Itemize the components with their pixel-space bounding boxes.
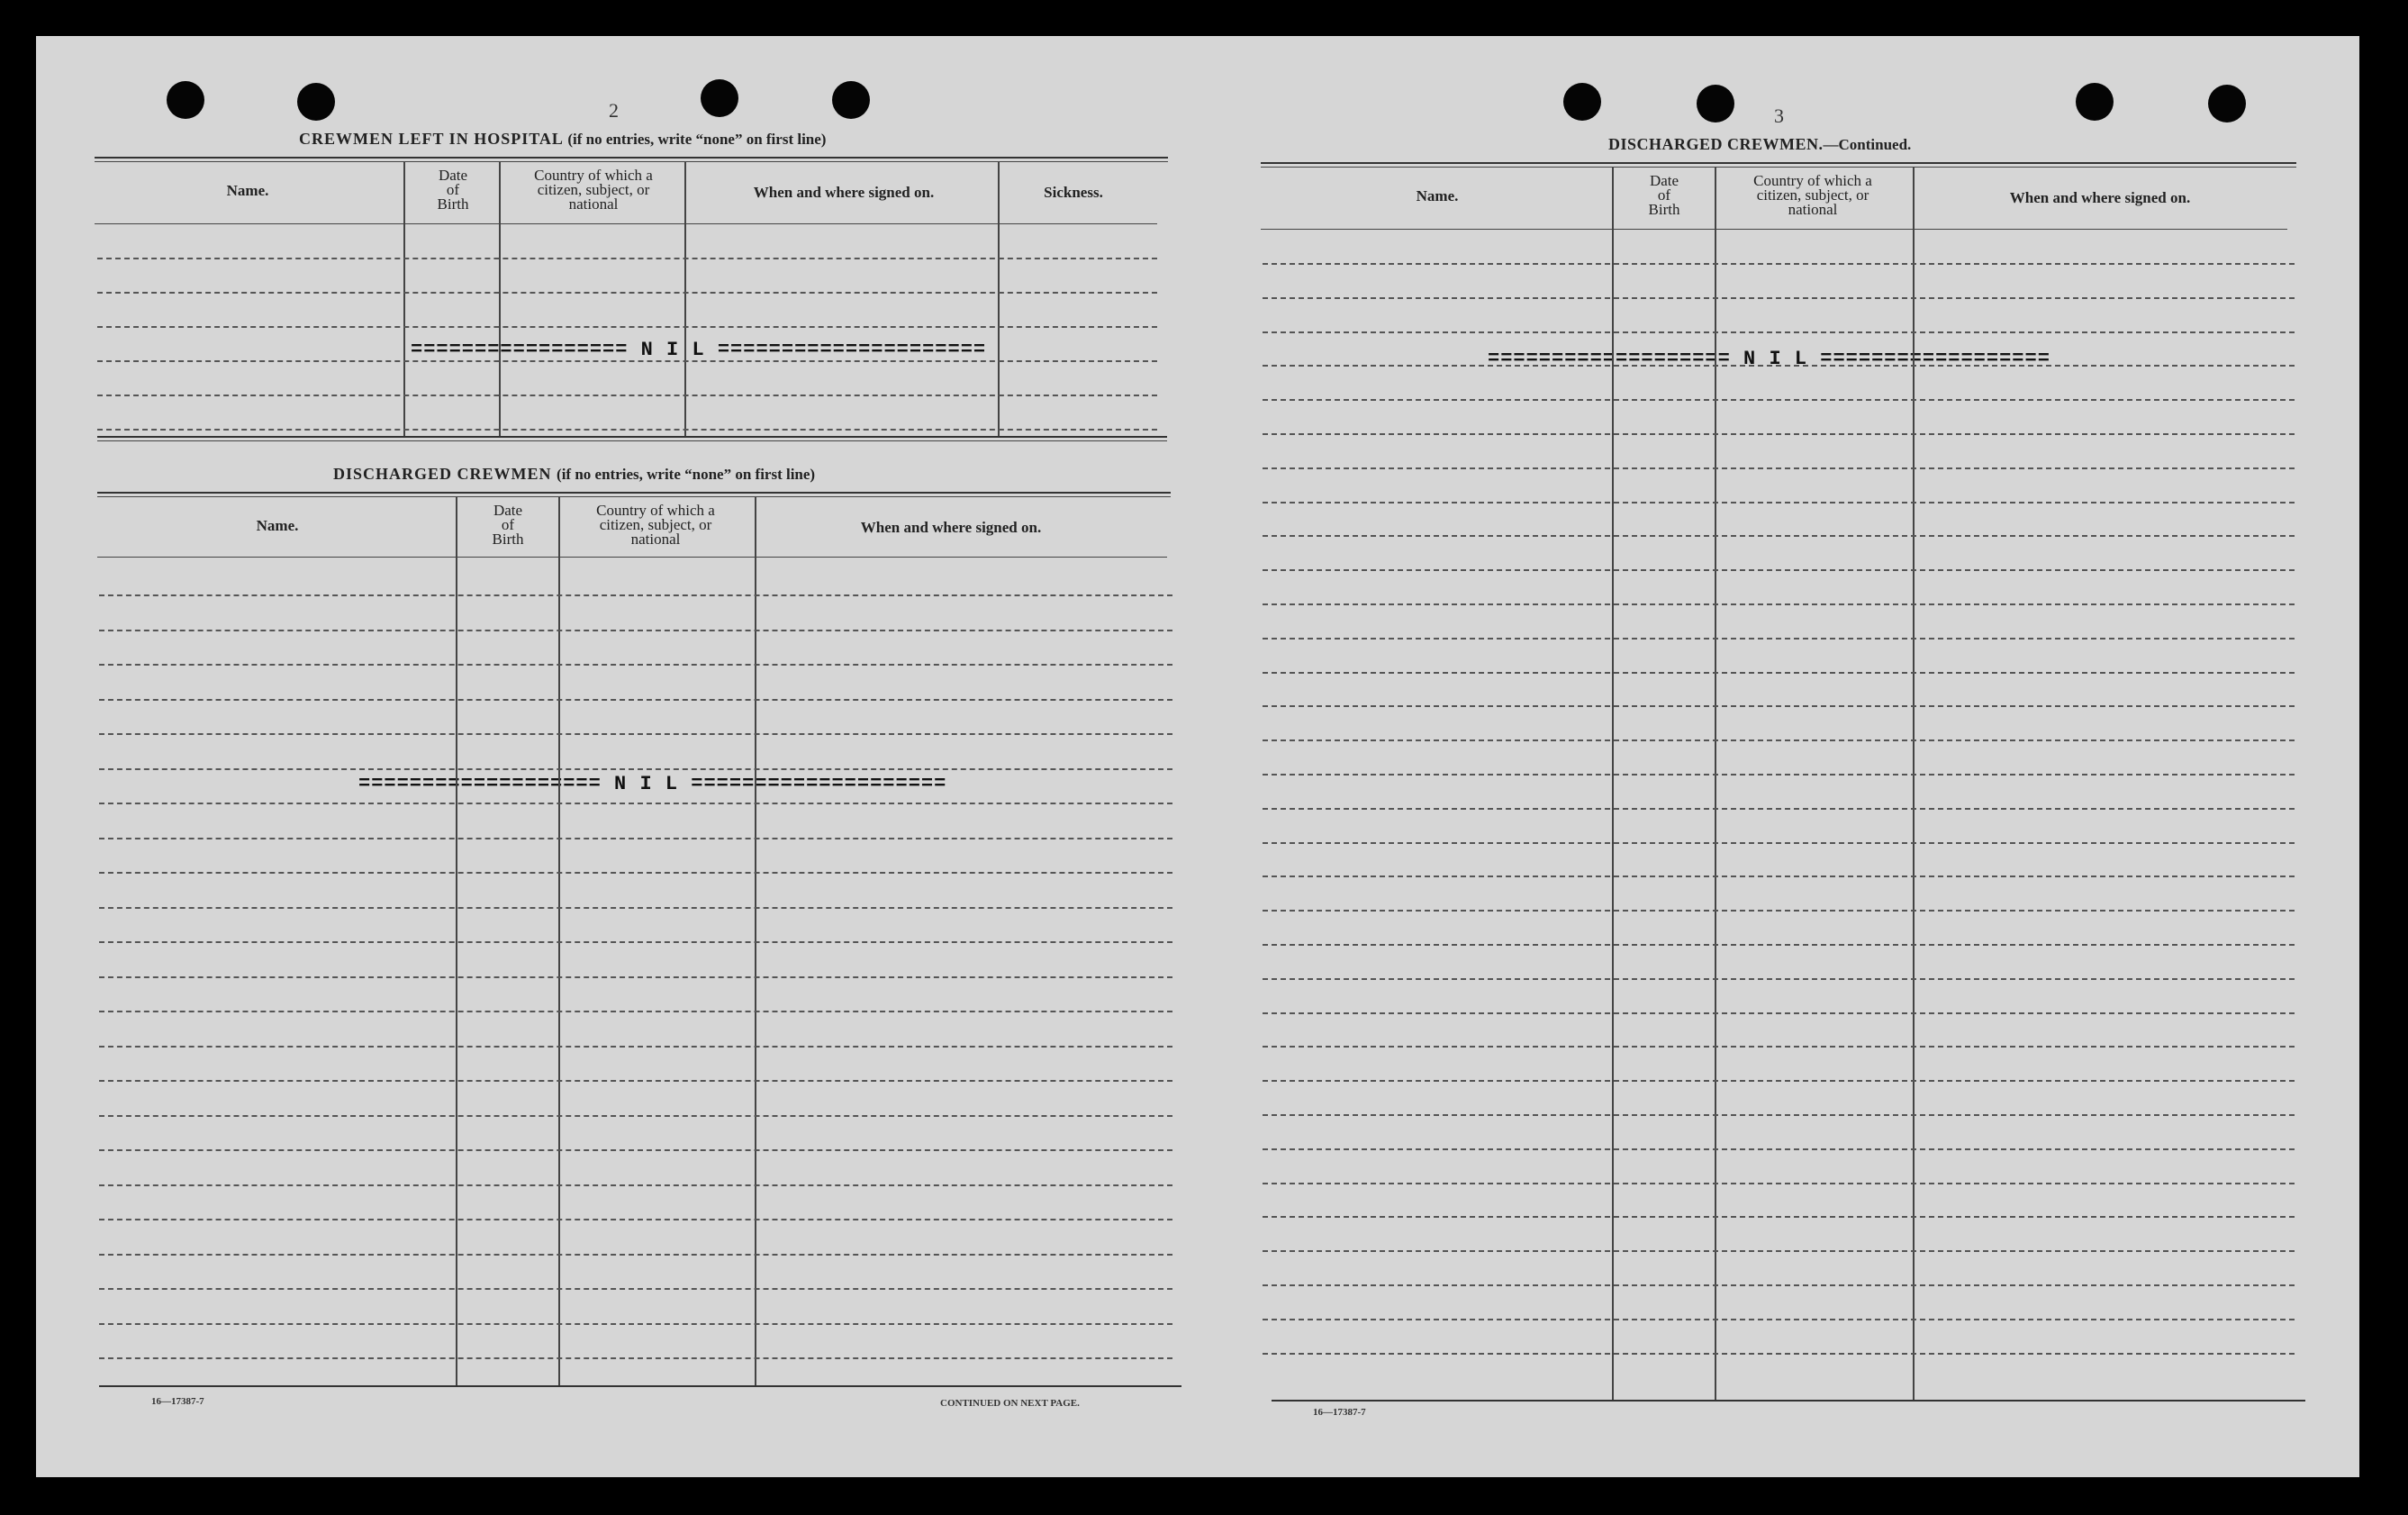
discharged-entry-line — [99, 1115, 1172, 1117]
hospital-section-title — [299, 130, 826, 149]
right-entry-line — [1263, 1183, 2295, 1184]
discharged-title-note: (if no entries, write “none” on first line) — [557, 466, 816, 483]
right-entry-line — [1263, 842, 2295, 844]
punch-hole — [2208, 85, 2246, 122]
discharged-top-rule — [97, 492, 1171, 494]
discharged-entry-line — [99, 733, 1172, 735]
discharged-entry-line — [99, 1288, 1172, 1290]
right-title-text: DISCHARGED CREWMEN. — [1608, 135, 1824, 153]
discharged-entry-line — [99, 1011, 1172, 1012]
right-column-divider — [1715, 168, 1716, 1400]
hospital-top-rule — [95, 157, 1168, 159]
right-entry-line — [1263, 433, 2295, 435]
discharged-entry-line — [99, 594, 1172, 596]
right-entry-line — [1263, 365, 2295, 367]
discharged-col-signed-on: When and where signed on. — [860, 519, 1042, 536]
right-entry-line — [1263, 1080, 2295, 1082]
discharged-entry-line — [99, 941, 1172, 943]
discharged-entry-line — [99, 1323, 1172, 1325]
punch-hole — [1563, 83, 1601, 121]
discharged-entry-line — [99, 838, 1172, 839]
discharged-entry-line — [99, 1219, 1172, 1220]
right-entry-line — [1263, 910, 2295, 912]
right-entry-line — [1263, 944, 2295, 946]
discharged-title-text: DISCHARGED CREWMEN — [333, 465, 552, 483]
hospital-col-name: Name. — [226, 182, 269, 199]
right-header-rule — [1261, 229, 2287, 230]
punch-hole — [2076, 83, 2114, 121]
right-entry-line — [1263, 672, 2295, 674]
right-col-name: Name. — [1416, 187, 1459, 204]
discharged-entry-line — [99, 1149, 1172, 1151]
right-entry-line — [1263, 603, 2295, 605]
right-bottom-rule — [1272, 1400, 2305, 1402]
continued-note: CONTINUED ON NEXT PAGE. — [940, 1398, 1080, 1409]
discharged-entry-line — [99, 1184, 1172, 1186]
right-form-number: 16—17387-7 — [1313, 1407, 1366, 1418]
right-entry-line — [1263, 875, 2295, 877]
right-top-rule — [1261, 162, 2296, 164]
hospital-top-rule-2 — [95, 161, 1168, 162]
right-entry-line — [1263, 1114, 2295, 1116]
discharged-col-dob: Date of Birth — [492, 502, 524, 548]
hospital-entry-line — [97, 326, 1157, 328]
punch-hole — [1697, 85, 1734, 122]
hospital-entry-line — [97, 258, 1157, 259]
discharged-entry-line — [99, 1254, 1172, 1256]
right-top-rule-2 — [1261, 167, 2296, 168]
hospital-entry-line — [97, 429, 1157, 431]
right-entry-line — [1263, 1284, 2295, 1286]
right-entry-line — [1263, 1353, 2295, 1355]
page-number-right: 3 — [1774, 104, 1784, 127]
hospital-bottom-rule — [97, 436, 1167, 438]
hospital-title-text: CREWMEN LEFT IN HOSPITAL — [299, 130, 563, 148]
hospital-entry-line — [97, 360, 1157, 362]
right-entry-line — [1263, 774, 2295, 776]
punch-hole — [701, 79, 738, 117]
hospital-bottom-rule-2 — [97, 440, 1167, 441]
hospital-nil-entry: ================= N I L ===================== — [411, 339, 987, 361]
right-nil-entry: =================== N I L ================== — [1488, 348, 2050, 370]
punch-hole — [832, 81, 870, 119]
discharged-section-title — [333, 465, 815, 484]
right-column-divider — [1612, 168, 1614, 1400]
right-entry-line — [1263, 1012, 2295, 1014]
discharged-col-name: Name. — [256, 517, 299, 534]
discharged-entry-line — [99, 630, 1172, 631]
discharged-entry-line — [99, 872, 1172, 874]
right-entry-line — [1263, 705, 2295, 707]
right-entry-line — [1263, 808, 2295, 810]
discharged-header-rule — [97, 557, 1167, 558]
discharged-bottom-rule — [99, 1385, 1181, 1387]
discharged-entry-line — [99, 768, 1172, 770]
right-column-divider — [1913, 168, 1915, 1400]
right-section-title — [1608, 135, 1911, 154]
punch-hole — [167, 81, 204, 119]
hospital-entry-line — [97, 395, 1157, 396]
punch-hole — [297, 83, 335, 121]
discharged-entry-line — [99, 1080, 1172, 1082]
document-sheet — [36, 36, 2359, 1477]
discharged-entry-line — [99, 907, 1172, 909]
right-entry-line — [1263, 399, 2295, 401]
discharged-entry-line — [99, 1046, 1172, 1048]
right-entry-line — [1263, 569, 2295, 571]
right-entry-line — [1263, 1319, 2295, 1320]
hospital-col-country: Country of which a citizen, subject, or national — [534, 167, 653, 213]
right-entry-line — [1263, 978, 2295, 980]
right-col-country: Country of which a citizen, subject, or national — [1753, 172, 1872, 218]
right-entry-line — [1263, 297, 2295, 299]
right-entry-line — [1263, 1046, 2295, 1048]
hospital-col-dob: Date of Birth — [437, 167, 469, 213]
hospital-col-sickness: Sickness. — [1044, 184, 1103, 201]
right-entry-line — [1263, 739, 2295, 741]
right-entry-line — [1263, 1216, 2295, 1218]
hospital-entry-line — [97, 292, 1157, 294]
discharged-col-country: Country of which a citizen, subject, or national — [596, 502, 715, 548]
discharged-top-rule-2 — [97, 496, 1171, 497]
hospital-title-note: (if no entries, write “none” on first line) — [567, 131, 827, 148]
right-entry-line — [1263, 1148, 2295, 1150]
left-form-number: 16—17387-7 — [151, 1396, 204, 1407]
page-number-left: 2 — [609, 99, 619, 122]
right-entry-line — [1263, 535, 2295, 537]
right-title-suffix: —Continued. — [1823, 136, 1912, 153]
discharged-entry-line — [99, 803, 1172, 804]
right-col-dob: Date of Birth — [1648, 172, 1680, 218]
hospital-col-signed-on: When and where signed on. — [753, 184, 935, 201]
right-entry-line — [1263, 638, 2295, 640]
right-entry-line — [1263, 331, 2295, 333]
discharged-nil-entry: =================== N I L ==================== — [358, 773, 947, 795]
discharged-entry-line — [99, 664, 1172, 666]
right-entry-line — [1263, 263, 2295, 265]
discharged-entry-line — [99, 1357, 1172, 1359]
right-entry-line — [1263, 467, 2295, 469]
discharged-entry-line — [99, 976, 1172, 978]
discharged-entry-line — [99, 699, 1172, 701]
right-entry-line — [1263, 1250, 2295, 1252]
right-entry-line — [1263, 502, 2295, 503]
right-col-signed-on: When and where signed on. — [2009, 189, 2191, 206]
